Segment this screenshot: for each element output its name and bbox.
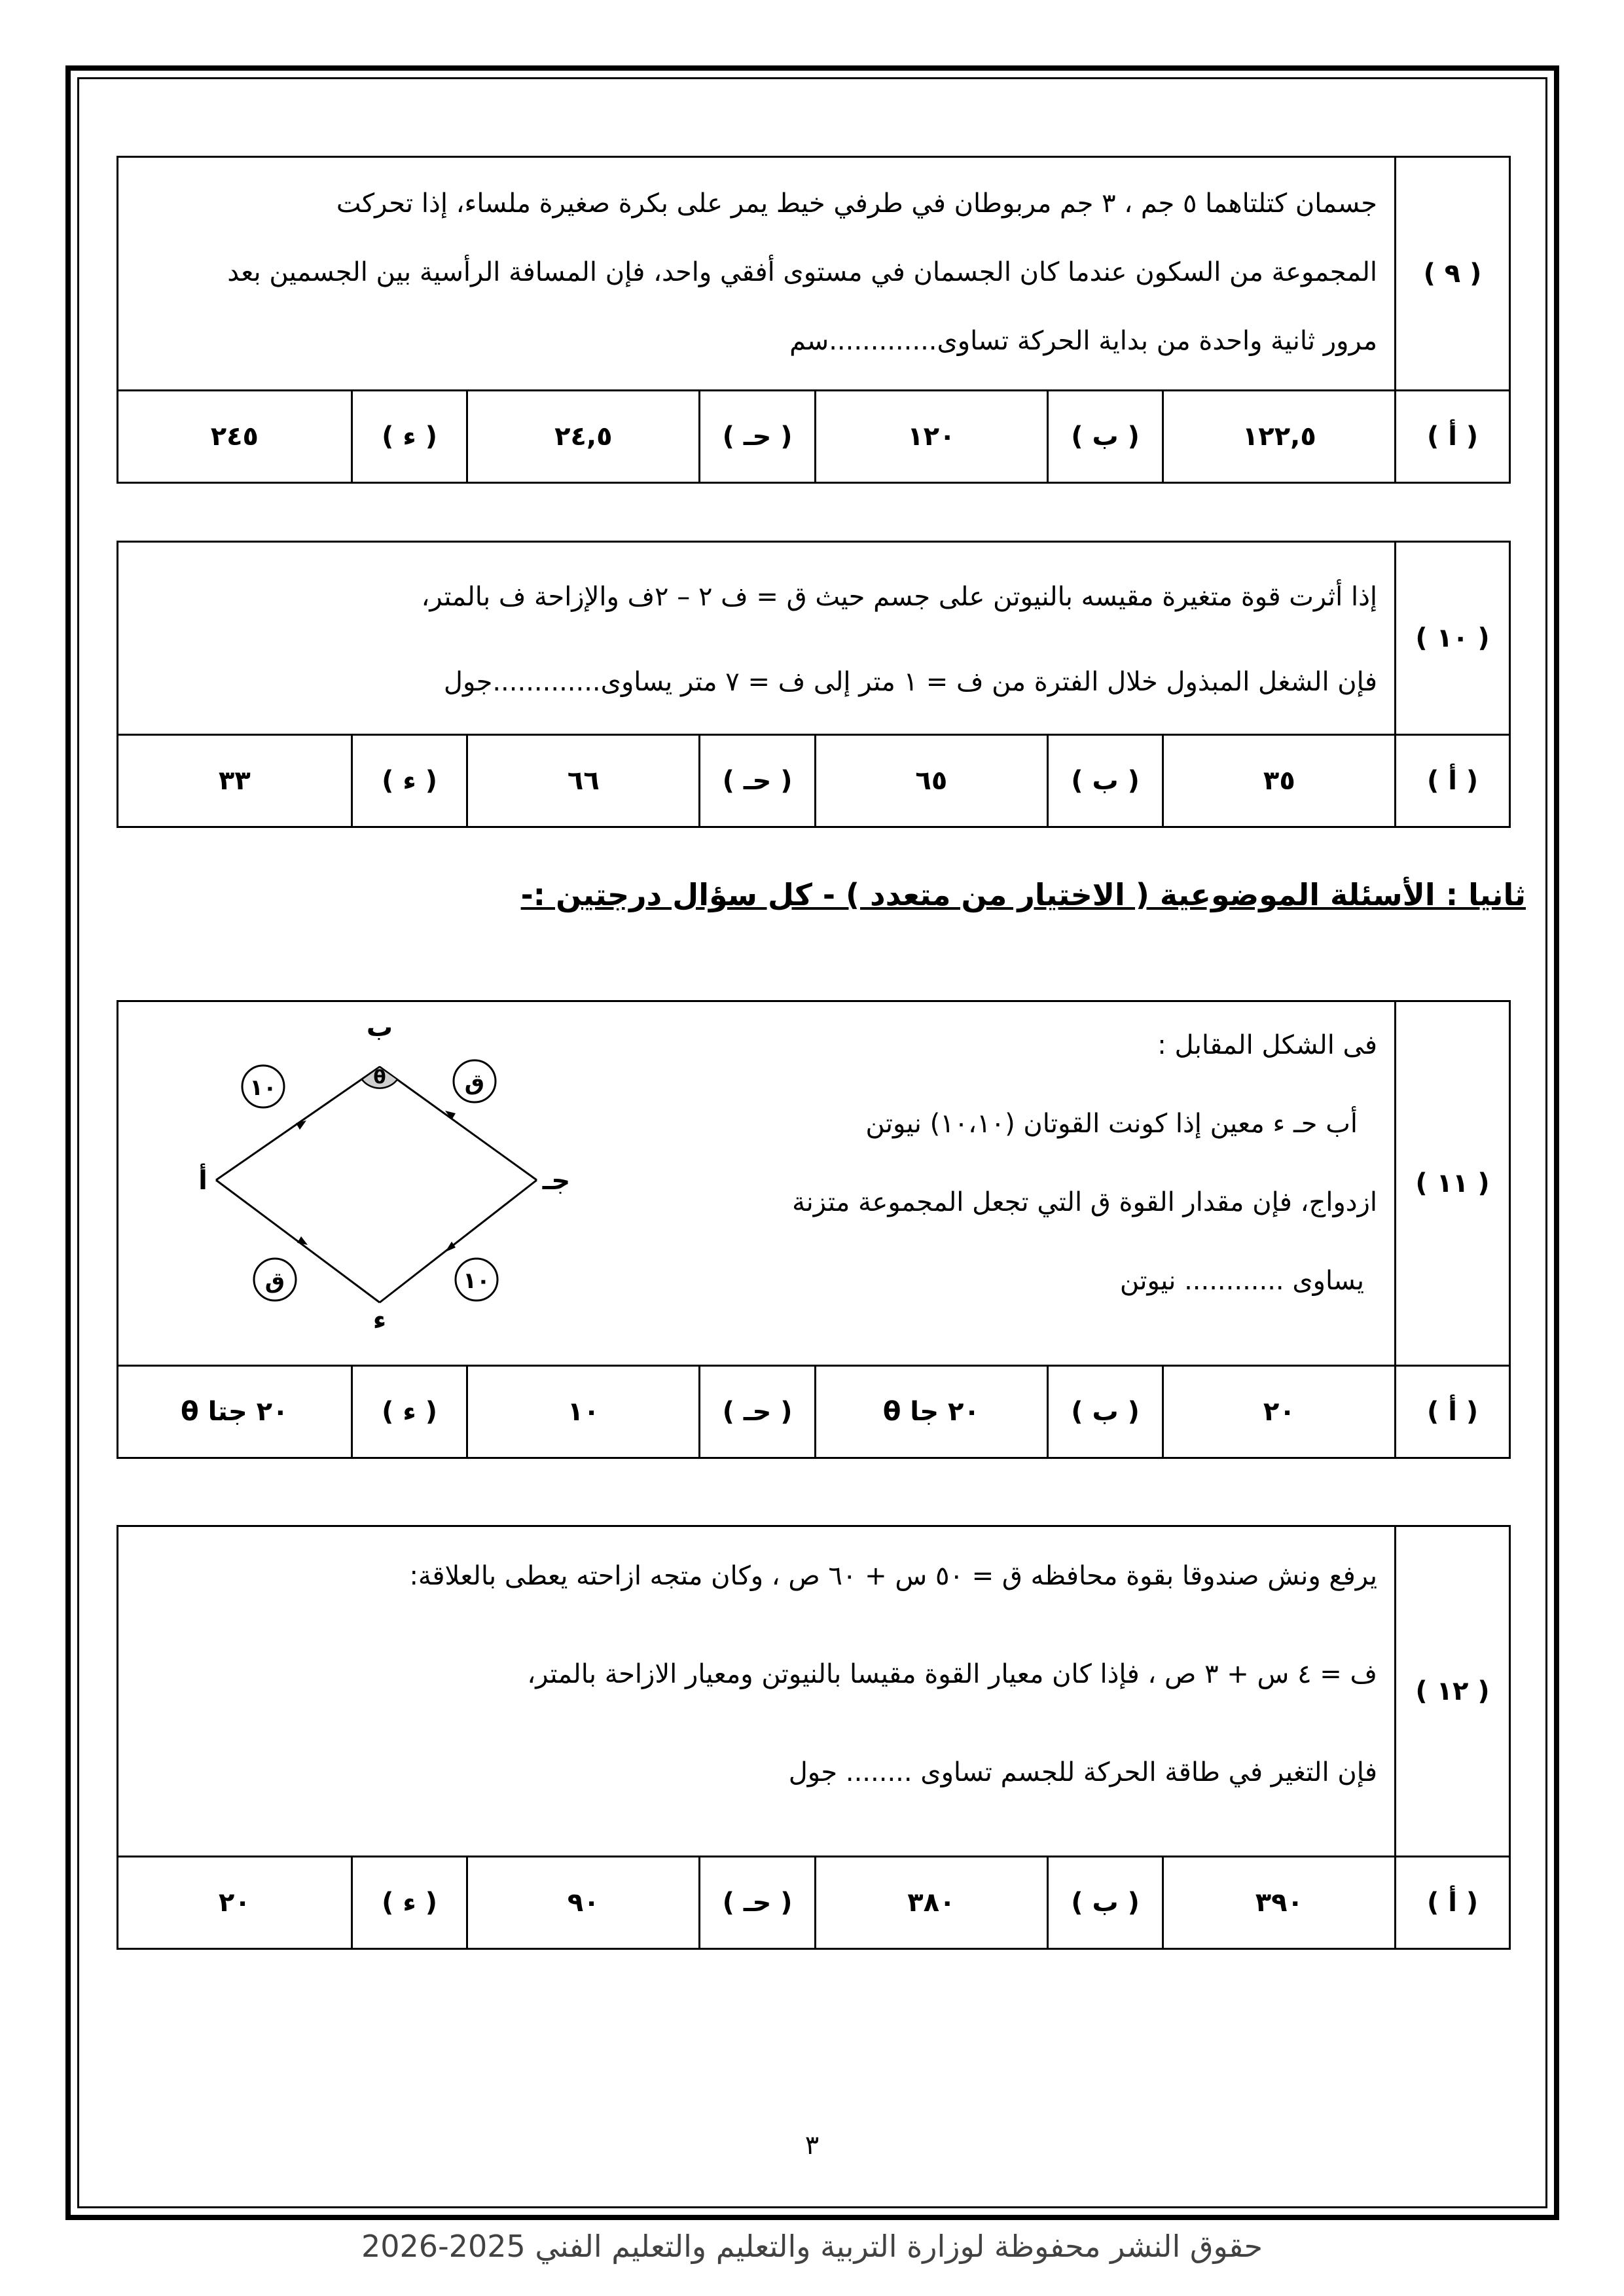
vertex-label-d: ء	[372, 1305, 387, 1329]
option-value-b[interactable]: ٢٠ جا θ	[814, 1367, 1047, 1457]
question-10-table	[117, 541, 1511, 828]
question-line: المجموعة من السكون عندما كان الجسمان في مستوى أفقي واحد، فإن المسافة الرأسية بين الجسمين بعد	[227, 257, 1377, 287]
question-line: يساوى ............ نيوتن	[1119, 1266, 1364, 1296]
option-label-d[interactable]: ( ء )	[351, 1367, 467, 1457]
question-line: ازدواج، فإن مقدار القوة ق التي تجعل المجموعة متزنة	[792, 1187, 1377, 1217]
question-number: ( ١١ )	[1394, 1002, 1509, 1365]
question-line: إذا أثرت قوة متغيرة مقيسه بالنيوتن على جسم حيث ق = ف ٢ – ٢ف والإزاحة ف بالمتر،	[421, 582, 1377, 612]
option-label-b[interactable]: ( ب )	[1047, 1367, 1163, 1457]
option-value-a[interactable]: ٣٩٠	[1162, 1857, 1394, 1948]
answer-row	[118, 391, 1509, 482]
question-line: فإن التغير في طاقة الحركة للجسم تساوى ........ جول	[788, 1757, 1377, 1787]
option-value-d[interactable]: ٢٠	[218, 1888, 251, 1918]
option-label-b[interactable]: ( ب )	[1047, 1857, 1163, 1948]
option-value-a[interactable]: ٣٥	[1162, 736, 1394, 826]
option-label-c[interactable]: ( حـ )	[698, 1367, 814, 1457]
question-text	[118, 158, 1394, 389]
answer-row	[118, 736, 1509, 826]
arrow-head	[297, 1236, 308, 1245]
question-12-stem-row	[118, 1527, 1509, 1857]
option-label-d[interactable]: ( ء )	[351, 391, 467, 482]
copyright-footer: حقوق النشر محفوظة لوزارة التربية والتعليم والتعليم الفني 2025-2026	[361, 2229, 1263, 2264]
question-number: ( ١٠ )	[1394, 543, 1509, 734]
question-text	[118, 1527, 1394, 1856]
option-value-b[interactable]: ٦٥	[814, 736, 1047, 826]
arrow-head	[296, 1121, 306, 1130]
force-label: ق	[464, 1069, 485, 1096]
option-value-c[interactable]: ٢٤,٥	[466, 391, 698, 482]
question-line: يرفع ونش صندوقا بقوة محافظه ق = ٥٠ س + ٦٠ ص ، وكان متجه ازاحته يعطى بالعلاقة:	[409, 1561, 1377, 1591]
option-value-d[interactable]: ٢٤٥	[210, 422, 259, 452]
option-value-a[interactable]: ١٢٢,٥	[1162, 391, 1394, 482]
force-label: ق	[264, 1268, 285, 1294]
arrow-heads	[296, 1111, 456, 1252]
vertex-label-a: أ	[198, 1166, 208, 1196]
question-line: مرور ثانية واحدة من بداية الحركة تساوى.............سم	[789, 326, 1377, 356]
question-text	[118, 543, 1394, 734]
option-label-b[interactable]: ( ب )	[1047, 391, 1163, 482]
vertex-label-c: جـ	[542, 1166, 571, 1196]
question-number: ( ١٢ )	[1394, 1527, 1509, 1856]
question-line: ف = ٤ س + ٣ ص ، فإذا كان معيار القوة مقيسا بالنيوتن ومعيار الازاحة بالمتر،	[527, 1659, 1377, 1689]
question-line: فإن الشغل المبذول خلال الفترة من ف = ١ متر إلى ف = ٧ متر يساوى.............جول	[443, 667, 1377, 697]
section-title: ثانيا : الأسئلة الموضوعية ( الاختيار من متعدد ) - كل سؤال درجتين :-	[520, 877, 1526, 912]
vertex-label-b: ب	[366, 1013, 393, 1043]
option-label-a[interactable]: ( أ )	[1394, 391, 1509, 482]
option-label-c[interactable]: ( حـ )	[698, 736, 814, 826]
option-label-b[interactable]: ( ب )	[1047, 736, 1163, 826]
option-label-a[interactable]: ( أ )	[1394, 736, 1509, 826]
question-10-stem-row	[118, 543, 1509, 736]
theta-label: θ	[373, 1066, 386, 1088]
question-9-table	[117, 156, 1511, 484]
force-label: ١٠	[249, 1075, 277, 1101]
option-value-b[interactable]: ٣٨٠	[814, 1857, 1047, 1948]
force-label: ١٠	[463, 1268, 490, 1294]
option-label-a[interactable]: ( أ )	[1394, 1857, 1509, 1948]
option-label-d[interactable]: ( ء )	[351, 1857, 467, 1948]
side-cd	[380, 1180, 537, 1302]
question-line: جسمان كتلتاهما ٥ جم ، ٣ جم مربوطان في طرفي خيط يمر على بكرة صغيرة ملساء، إذا تحركت	[336, 188, 1377, 219]
rhombus-force-diagram	[190, 1005, 609, 1329]
answer-row	[118, 1857, 1509, 1948]
question-12-table	[117, 1525, 1511, 1950]
question-line: أب حـ ء معين إذا كونت القوتان (١٠،١٠) نيوتن	[865, 1109, 1358, 1139]
question-number: ( ٩ )	[1394, 158, 1509, 389]
arrow-head	[445, 1242, 456, 1252]
option-label-d[interactable]: ( ء )	[351, 736, 467, 826]
option-value-c[interactable]: ٩٠	[466, 1857, 698, 1948]
option-value-a[interactable]: ٢٠	[1162, 1367, 1394, 1457]
side-bc	[380, 1067, 537, 1180]
page-number: ٣	[804, 2130, 820, 2161]
option-label-c[interactable]: ( حـ )	[698, 1857, 814, 1948]
option-value-c[interactable]: ٦٦	[466, 736, 698, 826]
option-value-d[interactable]: ٣٣	[218, 766, 251, 796]
question-line: فى الشكل المقابل :	[1157, 1030, 1377, 1060]
answer-row	[118, 1367, 1509, 1457]
side-da	[216, 1180, 380, 1302]
question-9-stem-row	[118, 158, 1509, 391]
option-label-c[interactable]: ( حـ )	[698, 391, 814, 482]
option-value-d[interactable]: ٢٠ جتا θ	[181, 1397, 289, 1427]
option-label-a[interactable]: ( أ )	[1394, 1367, 1509, 1457]
option-value-b[interactable]: ١٢٠	[814, 391, 1047, 482]
option-value-c[interactable]: ١٠	[466, 1367, 698, 1457]
